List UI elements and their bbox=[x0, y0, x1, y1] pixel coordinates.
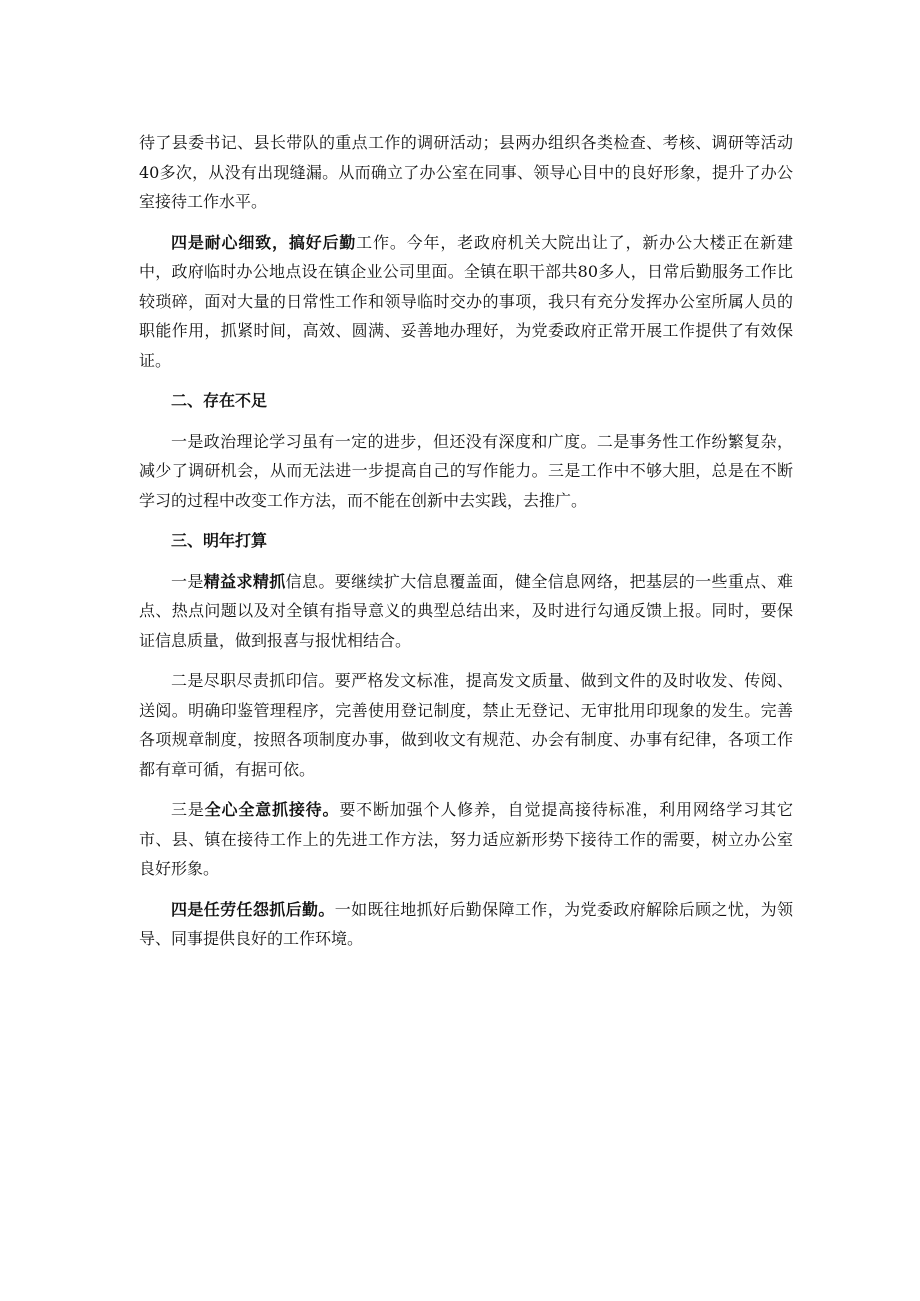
paragraph-plan-seals bbox=[139, 666, 793, 784]
paragraph-text: 一如既往地抓好后勤保障工作，为党委政府解除后顾之忧，为领导、同事提供良好的工作环境。 bbox=[139, 899, 793, 948]
paragraph-reception-continued bbox=[139, 128, 793, 217]
paragraph-text: 信息。要继续扩大信息覆盖面，健全信息网络，把基层的一些重点、难点、热点问题以及对全镇有指导意义的典型总结出来，及时进行勾通反馈上报。同时，要保证信息质量，做到报喜与报忧相结合。 bbox=[139, 571, 793, 650]
paragraph-plan-logistics bbox=[139, 895, 793, 954]
paragraph-text: 二是尽职尽责抓印信。要严格发文标准，提高发文质量、做到文件的及时收发、传阅、送阅。明确印鉴管理程序，完善使用登记制度，禁止无登记、无审批用印现象的发生。完善各项规章制度，按照各项制度办事，做到收文有规范、办会有制度、办事有纪律，各项工作都有章可循，有据可依。 bbox=[139, 671, 793, 779]
section-heading-next-year-plan: 三、明年打算 bbox=[171, 531, 268, 550]
paragraph-logistics bbox=[139, 228, 793, 376]
paragraph-plan-reception bbox=[139, 795, 793, 884]
paragraph-text: 要不断加强个人修养，自觉提高接待标准，利用网络学习其它市、县、镇在接待工作上的先进工作方法，努力适应新形势下接待工作的需要，树立办公室良好形象。 bbox=[139, 800, 793, 878]
paragraph-prefix: 一是 bbox=[171, 571, 204, 591]
paragraph-bold-lead: 精益求精抓 bbox=[203, 571, 286, 591]
paragraph-text: 待了县委书记、县长带队的重点工作的调研活动；县两办组织各类检查、考核、调研等活动40多次，从没有出现缝漏。从而确立了办公室在同事、领导心目中的良好形象，提升了办公室接待工作水平。 bbox=[139, 133, 793, 211]
paragraph-text: 一是政治理论学习虽有一定的进步，但还没有深度和广度。二是事务性工作纷繁复杂，减少了调研机会，从而无法进一步提高自己的写作能力。三是工作中不够大胆，总是在不断学习的过程中改变工作方法，而不能在创新中去实践，去推广。 bbox=[139, 431, 793, 510]
paragraph-prefix: 三是 bbox=[171, 800, 205, 819]
section-heading-shortcomings: 二、存在不足 bbox=[171, 391, 268, 410]
paragraph-text: 工作。今年，老政府机关大院出让了，新办公大楼正在新建中，政府临时办公地点设在镇企业公司里面。全镇在职干部共80多人，日常后勤服务工作比较琐碎，面对大量的日常性工作和领导临时交办的事项，我只有充分发挥办公室所属人员的职能作用，抓紧时间，高效、圆满、妥善地办理好，为党委政府正常开展工作提供了有效保证。 bbox=[139, 232, 793, 370]
paragraph-bold-lead: 四是耐心细致，搞好后勤 bbox=[171, 232, 357, 252]
paragraph-plan-information bbox=[139, 567, 793, 656]
paragraph-bold-lead: 全心全意抓接待。 bbox=[204, 800, 340, 819]
paragraph-bold-lead: 四是任劳任怨抓后勤。 bbox=[171, 899, 335, 919]
document-body bbox=[139, 128, 793, 965]
paragraph-shortcomings bbox=[139, 427, 793, 516]
